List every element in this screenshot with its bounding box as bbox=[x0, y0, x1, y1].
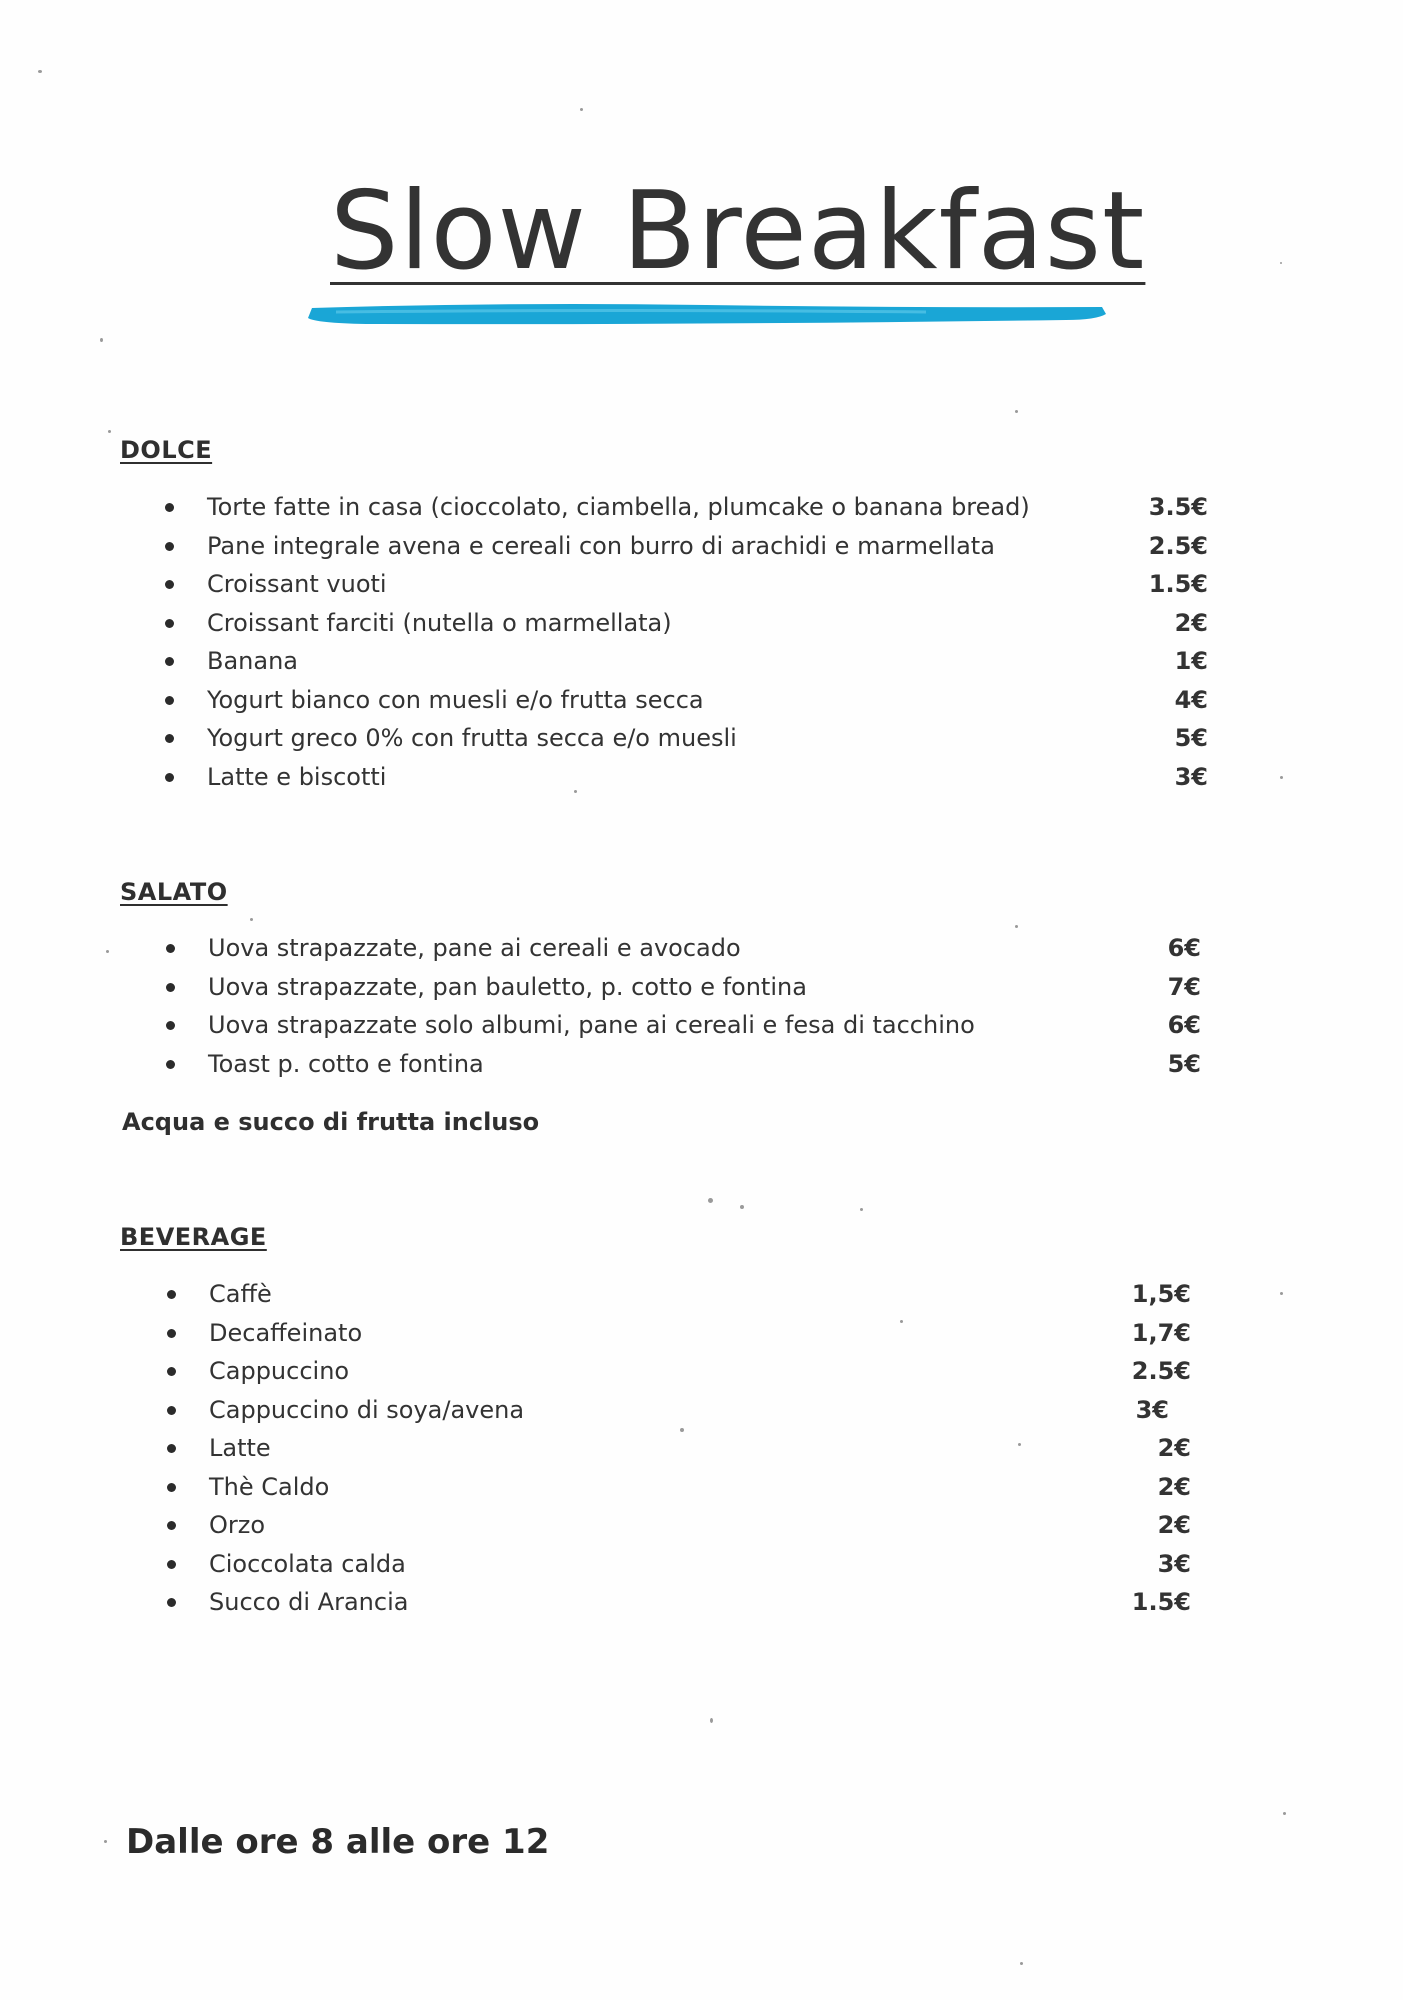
menu-item bbox=[167, 1545, 1191, 1584]
brush-stroke-highlight bbox=[336, 311, 926, 313]
scan-speck bbox=[710, 1718, 713, 1723]
menu-item bbox=[165, 681, 1208, 720]
item-name: Orzo bbox=[209, 1511, 266, 1540]
included-note: Acqua e succo di frutta incluso bbox=[122, 1108, 540, 1136]
item-name: Uova strapazzate, pane ai cereali e avocado bbox=[208, 934, 741, 963]
scan-speck bbox=[580, 108, 583, 111]
bullet-icon bbox=[167, 1290, 176, 1299]
bullet-icon bbox=[166, 983, 175, 992]
salato-list bbox=[166, 929, 1201, 1083]
menu-item bbox=[165, 488, 1208, 527]
scan-speck bbox=[1280, 776, 1283, 779]
scan-speck bbox=[860, 1208, 863, 1211]
item-price: 4€ bbox=[1174, 685, 1208, 714]
menu-title: Slow Breakfast bbox=[330, 169, 1146, 294]
item-name: Croissant vuoti bbox=[207, 570, 387, 599]
bullet-icon bbox=[167, 1521, 176, 1530]
item-price: 2€ bbox=[1157, 1434, 1191, 1463]
menu-item bbox=[167, 1468, 1191, 1507]
scan-speck bbox=[1280, 262, 1282, 264]
item-name: Latte e biscotti bbox=[207, 762, 387, 791]
item-name: Pane integrale avena e cereali con burro di arachidi e marmellata bbox=[207, 531, 995, 560]
item-price: 2.5€ bbox=[1131, 1357, 1191, 1386]
scan-speck bbox=[100, 338, 103, 342]
opening-hours: Dalle ore 8 alle ore 12 bbox=[126, 1822, 550, 1862]
item-name: Yogurt greco 0% con frutta secca e/o muesli bbox=[207, 724, 737, 753]
item-name: Toast p. cotto e fontina bbox=[208, 1049, 484, 1078]
bullet-icon bbox=[165, 734, 174, 743]
scan-speck bbox=[1283, 1812, 1286, 1815]
menu-item bbox=[167, 1352, 1191, 1391]
item-price: 6€ bbox=[1167, 1011, 1201, 1040]
item-name: Banana bbox=[207, 647, 299, 676]
scan-speck bbox=[38, 70, 42, 73]
bullet-icon bbox=[165, 657, 174, 666]
bullet-icon bbox=[167, 1560, 176, 1569]
bullet-icon bbox=[167, 1483, 176, 1492]
item-price: 5€ bbox=[1167, 1049, 1201, 1078]
item-price: 3.5€ bbox=[1148, 493, 1208, 522]
scan-speck bbox=[1280, 1292, 1283, 1295]
scan-speck bbox=[1015, 925, 1018, 928]
item-price: 3€ bbox=[1157, 1549, 1191, 1578]
item-price: 1.5€ bbox=[1131, 1588, 1191, 1617]
menu-item bbox=[165, 604, 1208, 643]
bullet-icon bbox=[167, 1598, 176, 1607]
scan-speck bbox=[106, 950, 109, 953]
menu-item bbox=[167, 1506, 1191, 1545]
bullet-icon bbox=[167, 1329, 176, 1338]
item-name: Torte fatte in casa (cioccolato, ciambella, plumcake o banana bread) bbox=[207, 493, 1030, 522]
item-price: 1.5€ bbox=[1148, 570, 1208, 599]
menu-item bbox=[165, 642, 1208, 681]
bullet-icon bbox=[166, 944, 175, 953]
item-name: Croissant farciti (nutella o marmellata) bbox=[207, 608, 672, 637]
menu-item bbox=[165, 758, 1208, 797]
bullet-icon bbox=[165, 542, 174, 551]
menu-item bbox=[166, 1045, 1201, 1084]
bullet-icon bbox=[166, 1021, 175, 1030]
item-name: Succo di Arancia bbox=[209, 1588, 409, 1617]
item-name: Cioccolata calda bbox=[209, 1549, 406, 1578]
scan-speck bbox=[108, 430, 111, 433]
menu-item bbox=[167, 1275, 1191, 1314]
scan-speck bbox=[1020, 1962, 1023, 1965]
item-price: 3€ bbox=[1174, 762, 1208, 791]
bullet-icon bbox=[165, 696, 174, 705]
item-price: 5€ bbox=[1174, 724, 1208, 753]
item-name: Cappuccino bbox=[209, 1357, 350, 1386]
bullet-icon bbox=[165, 619, 174, 628]
section-heading-dolce: DOLCE bbox=[120, 436, 213, 464]
menu-item bbox=[166, 929, 1201, 968]
menu-item bbox=[165, 565, 1208, 604]
item-name: Decaffeinato bbox=[209, 1318, 363, 1347]
item-price: 1,5€ bbox=[1131, 1280, 1191, 1309]
item-price: 2€ bbox=[1157, 1472, 1191, 1501]
bullet-icon bbox=[167, 1444, 176, 1453]
scan-speck bbox=[740, 1205, 744, 1209]
item-price: 1,7€ bbox=[1131, 1318, 1191, 1347]
beverage-list bbox=[167, 1275, 1191, 1622]
menu-item bbox=[167, 1429, 1191, 1468]
bullet-icon bbox=[165, 580, 174, 589]
scan-speck bbox=[104, 1840, 107, 1843]
brush-stroke bbox=[306, 298, 1110, 328]
bullet-icon bbox=[165, 503, 174, 512]
menu-item bbox=[167, 1583, 1191, 1622]
item-name: Yogurt bianco con muesli e/o frutta secca bbox=[207, 685, 704, 714]
item-name: Uova strapazzate solo albumi, pane ai cereali e fesa di tacchino bbox=[208, 1011, 975, 1040]
bullet-icon bbox=[167, 1367, 176, 1376]
bullet-icon bbox=[166, 1060, 175, 1069]
item-price: 1€ bbox=[1174, 647, 1208, 676]
brush-stroke-path bbox=[308, 304, 1106, 324]
bullet-icon bbox=[167, 1406, 176, 1415]
item-name: Uova strapazzate, pan bauletto, p. cotto e fontina bbox=[208, 972, 807, 1001]
menu-item bbox=[166, 1006, 1201, 1045]
bullet-icon bbox=[165, 773, 174, 782]
dolce-list bbox=[165, 488, 1208, 796]
menu-item bbox=[167, 1391, 1191, 1430]
item-name: Cappuccino di soya/avena bbox=[209, 1395, 525, 1424]
item-name: Caffè bbox=[209, 1280, 272, 1309]
item-name: Thè Caldo bbox=[209, 1472, 330, 1501]
section-heading-salato: SALATO bbox=[120, 878, 228, 906]
item-price: 2€ bbox=[1157, 1511, 1191, 1540]
scan-speck bbox=[250, 918, 253, 921]
menu-item bbox=[165, 719, 1208, 758]
item-price: 2.5€ bbox=[1148, 531, 1208, 560]
menu-item bbox=[165, 527, 1208, 566]
scan-speck bbox=[708, 1198, 713, 1203]
scan-speck bbox=[1015, 410, 1018, 413]
item-price: 2€ bbox=[1174, 608, 1208, 637]
section-heading-beverage: BEVERAGE bbox=[120, 1223, 267, 1251]
menu-item bbox=[167, 1314, 1191, 1353]
menu-item bbox=[166, 968, 1201, 1007]
item-price: 7€ bbox=[1167, 972, 1201, 1001]
item-name: Latte bbox=[209, 1434, 271, 1463]
item-price: 6€ bbox=[1167, 934, 1201, 963]
item-price: 3€ bbox=[1135, 1395, 1169, 1424]
